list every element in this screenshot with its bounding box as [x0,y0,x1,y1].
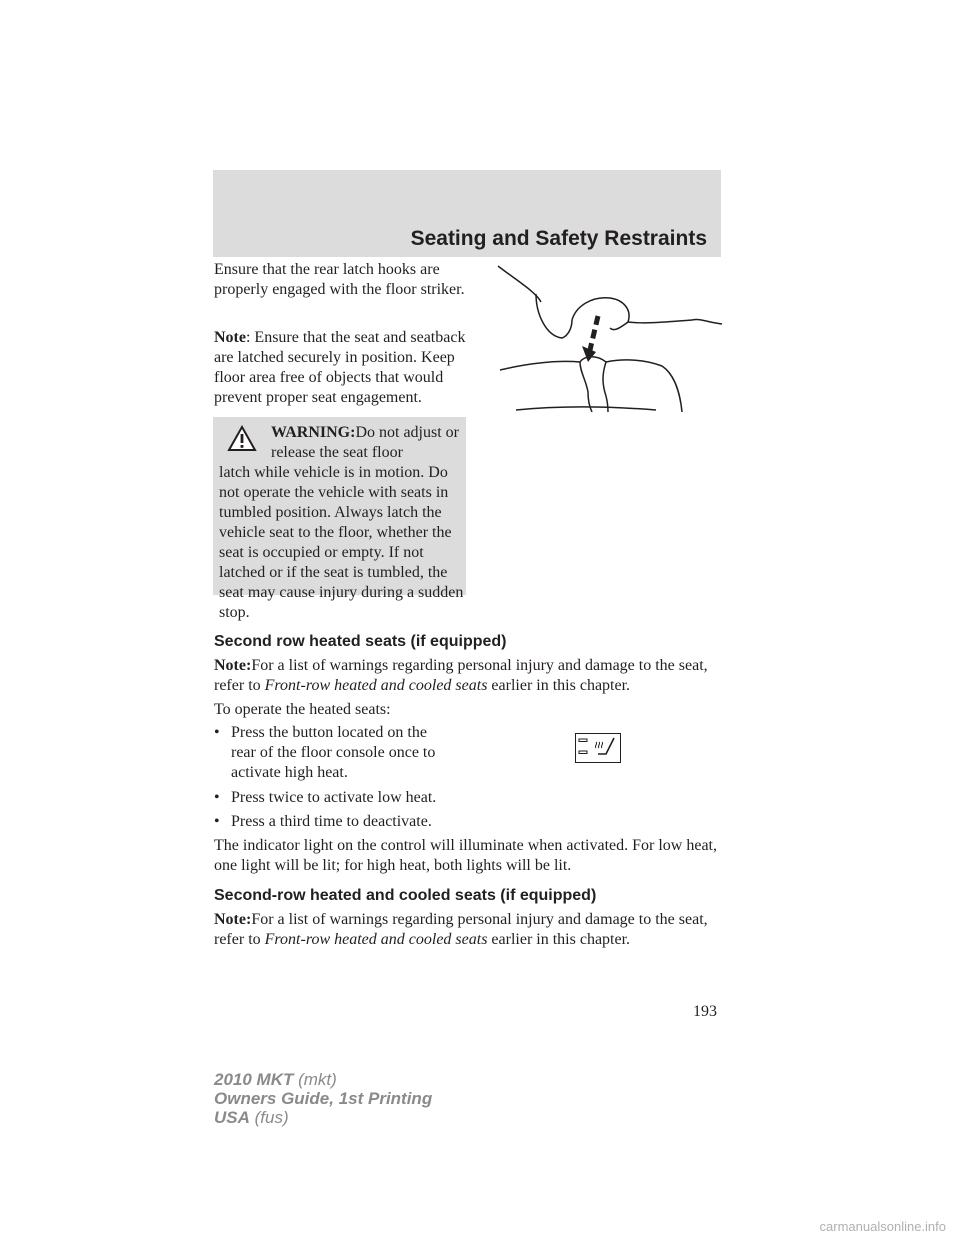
warning-label: WARNING: [271,424,356,441]
warning-lead: Do not adjust or release the seat floor [271,424,459,461]
warning-text [219,423,465,623]
warning-body: latch while vehicle is in motion. Do not operate the vehicle with seats in tumbled position. Always latch the vehicle seat to the floor, whether the seat is occupied or empty. If not latched or if the seat is tumbled, the seat may cause injury during a sudden stop. [219,464,464,621]
indicator-paragraph: The indicator light on the control will illuminate when activated. For low heat, one light will be lit; for high heat, both lights will be lit. [214,837,717,874]
warning-box [213,417,466,621]
page-title: Seating and Safety Restraints [410,227,707,250]
page-number: 193 [693,1003,717,1020]
intro-note [214,328,484,408]
watermark: carmanualsonline.info [819,1219,946,1234]
intro-paragraph: Ensure that the rear latch hooks are properly engaged with the floor striker. [214,261,465,298]
section-heading-heated-cooled: Second-row heated and cooled seats (if equipped) [214,887,597,904]
heated-seat-icon [575,733,621,763]
section2-note: Note:For a list of warnings regarding personal injury and damage to the seat, refer to Front-row heated and cooled seats earlier in this chapter. [214,911,708,948]
footer-print-info: 2010 MKT (mkt) Owners Guide, 1st Printing USA (fus) [214,1070,433,1127]
note-label: Note [214,329,246,346]
seat-latch-illustration [496,262,726,412]
header-band [213,170,721,257]
section1-note: Note:For a list of warnings regarding personal injury and damage to the seat, refer to Front-row heated and cooled seats earlier in this chapter. [214,657,708,694]
section-heading-heated: Second row heated seats (if equipped) [214,633,507,650]
section1-intro: To operate the heated seats: [214,701,391,718]
note-text: : Ensure that the seat and seatback are latched securely in position. Keep floor area free of objects that would prevent proper seat engagement. [214,329,466,406]
